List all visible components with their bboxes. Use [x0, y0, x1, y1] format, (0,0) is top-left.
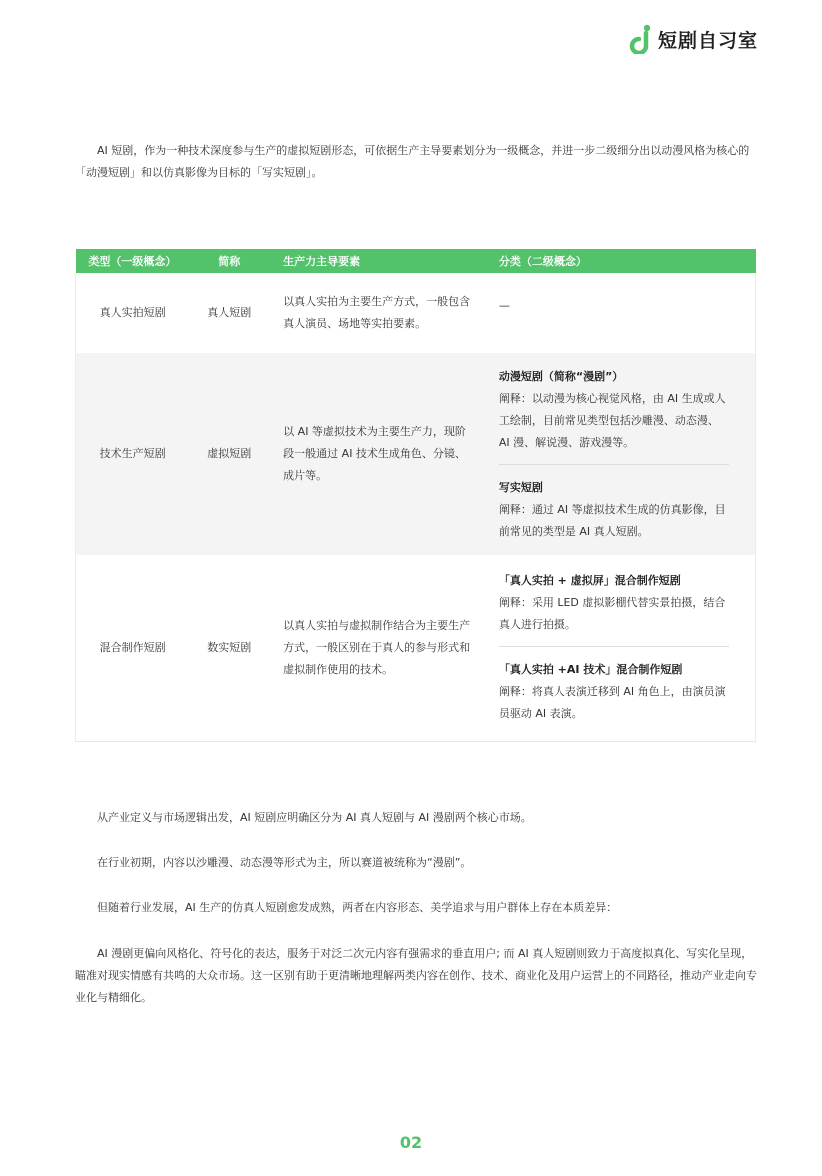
cell-factor: 以 AI 等虚拟技术为主要生产力，现阶段一般通过 AI 技术生成角色、分镜、成片等。 — [269, 353, 489, 555]
cell-factor: 以真人实拍为主要生产方式，一般包含真人演员、场地等实拍要素。 — [269, 273, 489, 353]
subcategory-title: 「真人实拍 + 虚拟屏」混合制作短剧 — [498, 574, 681, 588]
cell-subcategory — [489, 273, 756, 353]
body-paragraph: 但随着行业发展，AI 生产的仿真人短剧愈发成熟，两者在内容形态、美学追求与用户群体上存在本质差异： — [97, 901, 618, 914]
page-number: 02 — [399, 1133, 423, 1152]
cell-short: 虚拟短剧 — [189, 353, 269, 555]
cell-type: 混合制作短剧 — [76, 555, 190, 741]
cell-subcategory — [489, 555, 756, 741]
subcategory-title: 「真人实拍 +AI 技术」混合制作短剧 — [498, 663, 683, 677]
intro-paragraph: AI 短剧，作为一种技术深度参与生产的虚拟短剧形态，可依据生产主导要素划分为一级概念，并进一步二级细分出以动漫风格为核心的「动漫短剧」和以仿真影像为目标的「写实短剧」。 — [75, 144, 750, 179]
header-subcategory: 分类（二级概念） — [489, 249, 756, 273]
cell-short: 数实短剧 — [189, 555, 269, 741]
classification-table — [75, 249, 756, 742]
table-row — [76, 273, 756, 353]
body-paragraph: AI 漫剧更偏向风格化、符号化的表达，服务于对泛二次元内容有强需求的垂直用户; 而 AI 真人短剧则致力于高度拟真化、写实化呈现，瞄准对现实情感有共鸣的大众市场。这一区别有助于更清晰地理解两类内容在创作、技术、商业化及用户运营上的不同路径，推动产业走向专业化与精细化。 — [75, 947, 757, 1004]
table-header-row — [76, 249, 756, 273]
subcategory-desc: 阐释：采用 LED 虚拟影棚代替实景拍摄，结合真人进行拍摄。 — [498, 596, 726, 632]
body-paragraph: 在行业初期，内容以沙雕漫、动态漫等形式为主，所以赛道被统称为“漫剧”。 — [97, 856, 472, 869]
header-type: 类型（一级概念） — [76, 249, 190, 273]
subcategory-desc: 阐释：以动漫为核心视觉风格，由 AI 生成或人工绘制，目前常见类型包括沙雕漫、动态漫、AI 漫、解说漫、游戏漫等。 — [498, 391, 726, 449]
brand-logo — [628, 24, 758, 54]
cell-type: 真人实拍短剧 — [76, 273, 190, 353]
subcategory-desc: 阐释：通过 AI 等虚拟技术生成的仿真影像，目前常见的类型是 AI 真人短剧。 — [498, 502, 726, 538]
table-row — [76, 353, 756, 555]
subcategory-divider — [499, 464, 729, 465]
subcategory-divider — [499, 646, 729, 647]
header-factor: 生产力主导要素 — [269, 249, 489, 273]
logo-text: 短剧自习室 — [657, 29, 758, 52]
table-row — [76, 555, 756, 741]
cell-factor: 以真人实拍与虚拟制作结合为主要生产方式，一般区别在于真人的参与形式和虚拟制作使用的技术。 — [269, 555, 489, 741]
body-paragraph: 从产业定义与市场逻辑出发，AI 短剧应明确区分为 AI 真人短剧与 AI 漫剧两个核心市场。 — [97, 811, 532, 824]
subcategory-title: 写实短剧 — [498, 480, 543, 494]
subcategory-desc: 阐释：将真人表演迁移到 AI 角色上，由演员演员驱动 AI 表演。 — [498, 685, 726, 721]
cell-type: 技术生产短剧 — [76, 353, 190, 555]
subcategory-title: 动漫短剧（简称“漫剧”） — [498, 369, 624, 383]
logo-icon — [628, 24, 652, 54]
empty-dash: — — [498, 299, 510, 312]
cell-short: 真人短剧 — [189, 273, 269, 353]
header-short: 简称 — [189, 249, 269, 273]
cell-subcategory — [489, 353, 756, 555]
